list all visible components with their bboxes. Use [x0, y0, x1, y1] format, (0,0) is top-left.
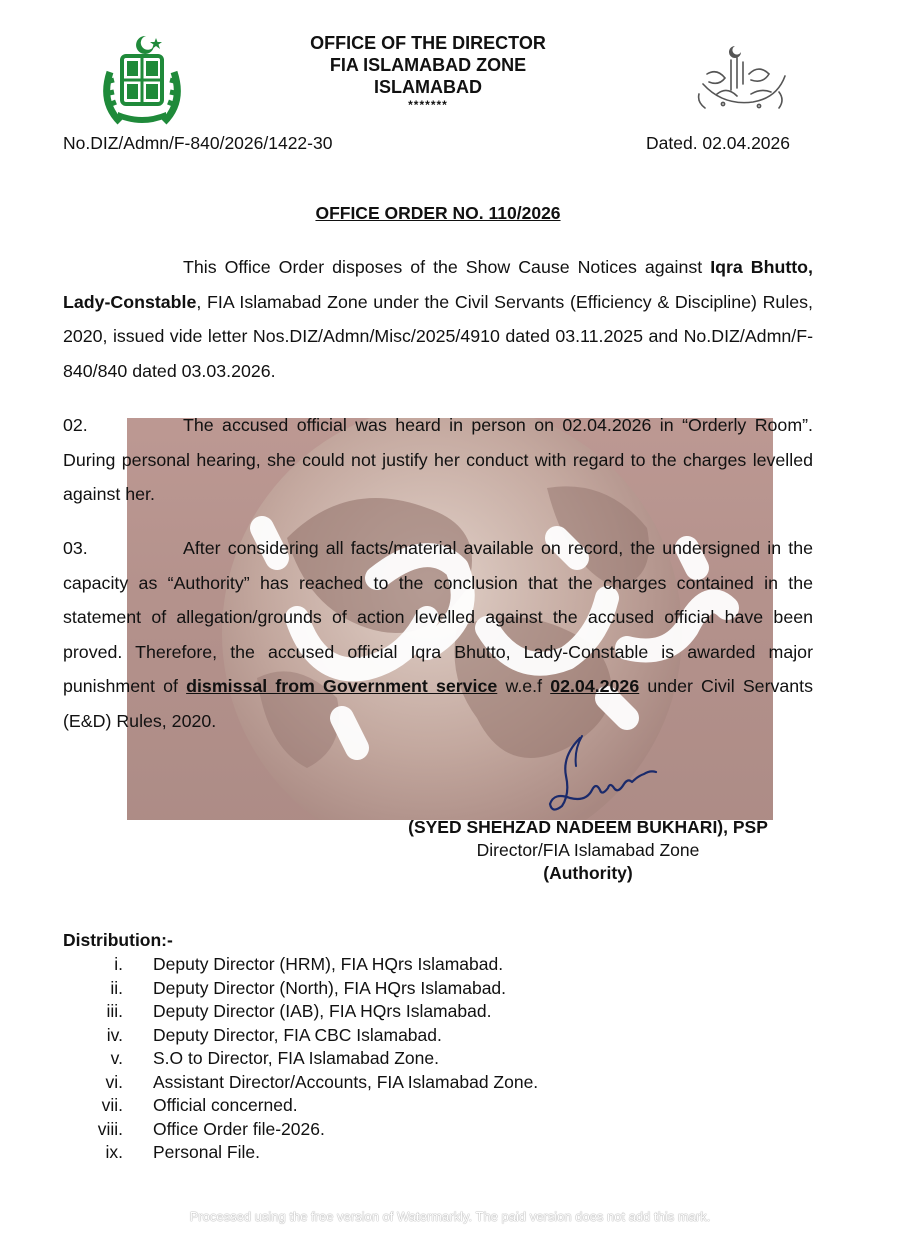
reference-number: No.DIZ/Admn/F-840/2026/1422-30 — [63, 133, 333, 153]
list-item-number: vii. — [101, 1095, 123, 1115]
para3-text-c: under Civil Servants (E&D) Rules, 2020. — [63, 676, 813, 731]
list-item-text: Deputy Director (HRM), FIA HQrs Islamabad. — [153, 954, 504, 974]
header-stars: ******* — [408, 98, 448, 112]
list-item-text: Deputy Director (North), FIA HQrs Islamabad. — [153, 977, 507, 998]
list-item-text: Deputy Director, FIA CBC Islamabad. — [153, 1024, 442, 1045]
effective-date: 02.04.2026 — [550, 676, 640, 696]
list-item-text: Office Order file-2026. — [153, 1118, 325, 1139]
list-item-text: Personal File. — [153, 1142, 260, 1162]
government-emblem — [96, 32, 188, 132]
list-item-number: iii. — [106, 1001, 123, 1021]
signature — [540, 732, 660, 818]
list-item-text: Official concerned. — [153, 1095, 298, 1115]
list-item-number: ii. — [110, 977, 123, 998]
calligraphy-seal-logo — [693, 40, 789, 116]
order-title: OFFICE ORDER NO. 110/2026 — [315, 203, 561, 223]
signatory-role: (Authority) — [543, 863, 633, 883]
signatory-name: (SYED SHEHZAD NADEEM BUKHARI), PSP — [408, 817, 768, 837]
list-item-text: Deputy Director (IAB), FIA HQrs Islamabad. — [153, 1001, 492, 1021]
para2-number: 02. — [63, 415, 88, 435]
para3-number: 03. — [63, 538, 88, 558]
signatory-designation: Director/FIA Islamabad Zone — [476, 840, 700, 860]
list-item — [63, 1071, 763, 1095]
para1-text-a: This Office Order disposes of the Show Cause Notices against — [183, 257, 711, 277]
dated: Dated. 02.04.2026 — [646, 133, 791, 153]
para1-text-b: , FIA Islamabad Zone under the Civil Servants (Efficiency & Discipline) Rules, 2020, issued vide letter Nos.DIZ/Admn/Misc/2025/4910 dated 03.11.2025 and No.DIZ/Admn/F-840/840 dated 03.03.2026. — [63, 291, 813, 381]
signature-block — [370, 816, 806, 885]
office-line-3: ISLAMABAD — [374, 77, 482, 97]
distribution-title: Distribution:- — [63, 930, 173, 950]
office-line-2: FIA ISLAMABAD ZONE — [329, 55, 527, 75]
list-item — [63, 1047, 763, 1071]
accused-name: Iqra Bhutto, Lady-Constable — [63, 257, 813, 312]
office-header — [250, 32, 606, 112]
para3-text-b: w.e.f — [497, 676, 551, 696]
distribution-list — [63, 953, 763, 1165]
list-item-number: vi. — [105, 1071, 123, 1092]
footer-watermark-text: Processed using the free version of Watermarkly. The paid version does not add this mark. — [189, 1209, 711, 1224]
list-item — [63, 1141, 763, 1165]
list-item — [63, 1024, 763, 1048]
office-line-1: OFFICE OF THE DIRECTOR — [310, 33, 546, 53]
list-item-number: i. — [114, 954, 123, 974]
list-item-text: Assistant Director/Accounts, FIA Islamabad Zone. — [153, 1071, 539, 1092]
punishment: dismissal from Government service — [186, 676, 498, 696]
list-item-number: viii. — [97, 1118, 123, 1139]
list-item-number: v. — [110, 1048, 123, 1068]
list-item — [63, 953, 763, 977]
list-item — [63, 977, 763, 1001]
list-item-text: S.O to Director, FIA Islamabad Zone. — [153, 1048, 439, 1068]
para3-text-a: After considering all facts/material available on record, the undersigned in the capacity as “Authority” has reached to the conclusion that the charges contained in the statement of allegation/grounds of action levelled against the accused official have been proved. Therefore, the accused official Iqra Bhutto, Lady-Constable is awarded major punishment of — [63, 538, 813, 696]
list-item — [63, 1000, 763, 1024]
paragraph-1 — [63, 250, 813, 388]
paragraph-2 — [63, 408, 813, 512]
list-item-number: iv. — [106, 1024, 123, 1045]
list-item — [63, 1094, 763, 1118]
list-item-number: ix. — [105, 1142, 123, 1162]
list-item — [63, 1118, 763, 1142]
para2-text: The accused official was heard in person on 02.04.2026 in “Orderly Room”. During personal hearing, she could not justify her conduct with regard to the charges levelled against her. — [63, 415, 813, 504]
paragraph-3 — [63, 531, 813, 738]
